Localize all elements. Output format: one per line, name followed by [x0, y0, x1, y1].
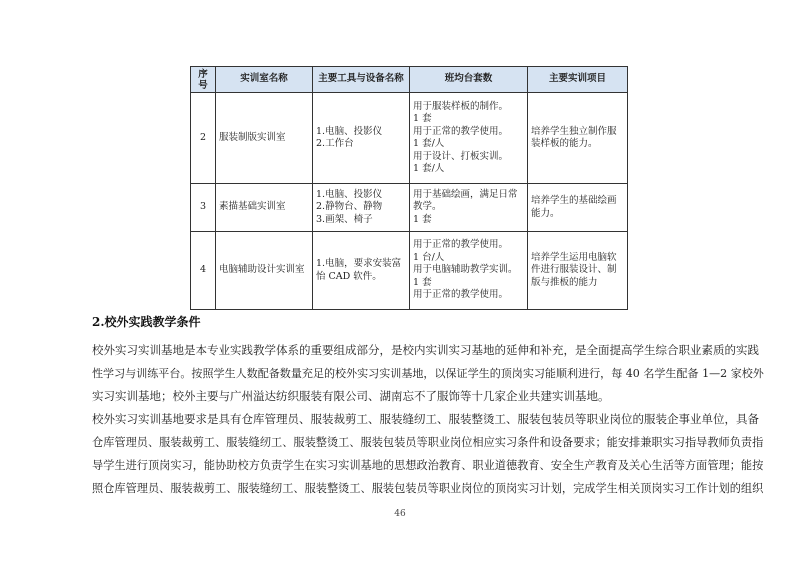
sets-line: 1 套/人: [413, 138, 445, 149]
table-row: [191, 232, 628, 310]
sets-line: 用于正常的教学使用。: [413, 125, 509, 137]
sets-line: 用于基础绘画，满足日常: [413, 188, 518, 200]
row-room-name: 素描基础实训室: [216, 184, 313, 232]
row-project: [528, 184, 628, 232]
page-number: 46: [394, 509, 406, 519]
equipment-line: 1.电脑，要求安装富: [316, 258, 402, 269]
project-line: 能力。: [531, 207, 560, 219]
paragraph-line: 性学习与训练平台。按照学生人数配备数量充足的校外实习实训基地，以保证学生的顶岗实习能顺利进行，每 40 名学生配备 1—2 家校外: [92, 367, 764, 380]
paragraph-line: 校外实习实训基地是本专业实践教学体系的重要组成部分，是校内实训实习基地的延伸和补充，是全面提高学生综合职业素质的实践: [92, 343, 759, 357]
row-equipment: [313, 93, 410, 184]
sets-line: 用于正常的教学使用。: [413, 289, 509, 301]
sets-line: 1 套: [413, 113, 432, 124]
project-line: 件进行服装设计、制: [531, 264, 617, 276]
row-sets: [410, 184, 528, 232]
sets-line: 用于设计、打板实训。: [413, 150, 509, 162]
row-no: 3: [191, 184, 216, 232]
project-line: 培养学生的基础绘画: [531, 195, 617, 206]
row-sets: [410, 93, 528, 184]
sets-line: 用于正常的教学使用。: [413, 239, 509, 251]
equipment-line: 2.静物台、静物: [316, 201, 383, 213]
sets-line: 1 套: [413, 213, 432, 225]
paragraph-line: 校外实习实训基地要求是具有仓库管理员、服装裁剪工、服装缝纫工、服装整烫工、服装包装员等职业岗位的服装企事业单位，具备: [92, 412, 759, 426]
row-no: 4: [191, 232, 216, 310]
equipment-line: 1.电脑、投影仪: [316, 125, 383, 137]
equipment-line: 2.工作台: [316, 138, 354, 149]
row-room-name: 电脑辅助设计实训室: [216, 232, 313, 310]
header-no: 序 号: [191, 67, 216, 93]
row-equipment: [313, 232, 410, 310]
sets-line: 用于电脑辅助教学实训。: [413, 264, 518, 276]
sets-line: 1 套/人: [413, 163, 445, 174]
paragraph-line: 导学生进行顶岗实习，能协助校方负责学生在实习实训基地的思想政治教育、职业道德教育、安全生产教育及关心生活等方面管理；能按: [92, 459, 764, 472]
table-row: [191, 184, 628, 232]
project-line: 版与推板的能力: [531, 276, 598, 288]
project-line: 培养学生独立制作服: [531, 125, 617, 137]
paragraph-line: 照仓库管理员、服装裁剪工、服装缝纫工、服装整烫工、服装包装员等职业岗位的顶岗实习计划，完成学生相关顶岗实习工作计划的组织: [92, 482, 764, 495]
row-sets: [410, 232, 528, 310]
header-project: 主要实训项目: [528, 67, 628, 93]
section-heading: 2.校外实践教学条件: [92, 315, 201, 329]
equipment-line: 怡 CAD 软件。: [316, 270, 382, 282]
training-room-table: [190, 66, 628, 310]
row-room-name: 服装制版实训室: [216, 93, 313, 184]
row-equipment: [313, 184, 410, 232]
equipment-line: 3.画架、椅子: [316, 213, 373, 225]
equipment-line: 1.电脑、投影仪: [316, 188, 383, 200]
sets-line: 1 台/人: [413, 251, 445, 263]
sets-line: 1 套: [413, 276, 432, 288]
training-room-table-container: [190, 66, 627, 310]
table-row: [191, 93, 628, 184]
project-line: 装样板的能力。: [531, 138, 598, 149]
row-project: [528, 232, 628, 310]
project-line: 培养学生运用电脑软: [531, 251, 617, 263]
paragraph-line: 实习实训基地；校外主要与广州溢达纺织服装有限公司、湖南忘不了服饰等十几家企业共建实训基地。: [92, 389, 610, 403]
header-sets: 班均台套数: [410, 67, 528, 93]
row-no: 2: [191, 93, 216, 184]
row-project: [528, 93, 628, 184]
sets-line: 用于服装样板的制作。: [413, 100, 509, 112]
sets-line: 教学。: [413, 201, 442, 213]
header-room-name: 实训室名称: [216, 67, 313, 93]
table-header-row: [191, 67, 628, 93]
header-equipment: 主要工具与设备名称: [313, 67, 410, 93]
paragraph-line: 仓库管理员、服装裁剪工、服装缝纫工、服装整烫工、服装包装员等职业岗位相应实习条件和设备要求；能安排兼职实习指导教师负责指: [92, 436, 764, 449]
